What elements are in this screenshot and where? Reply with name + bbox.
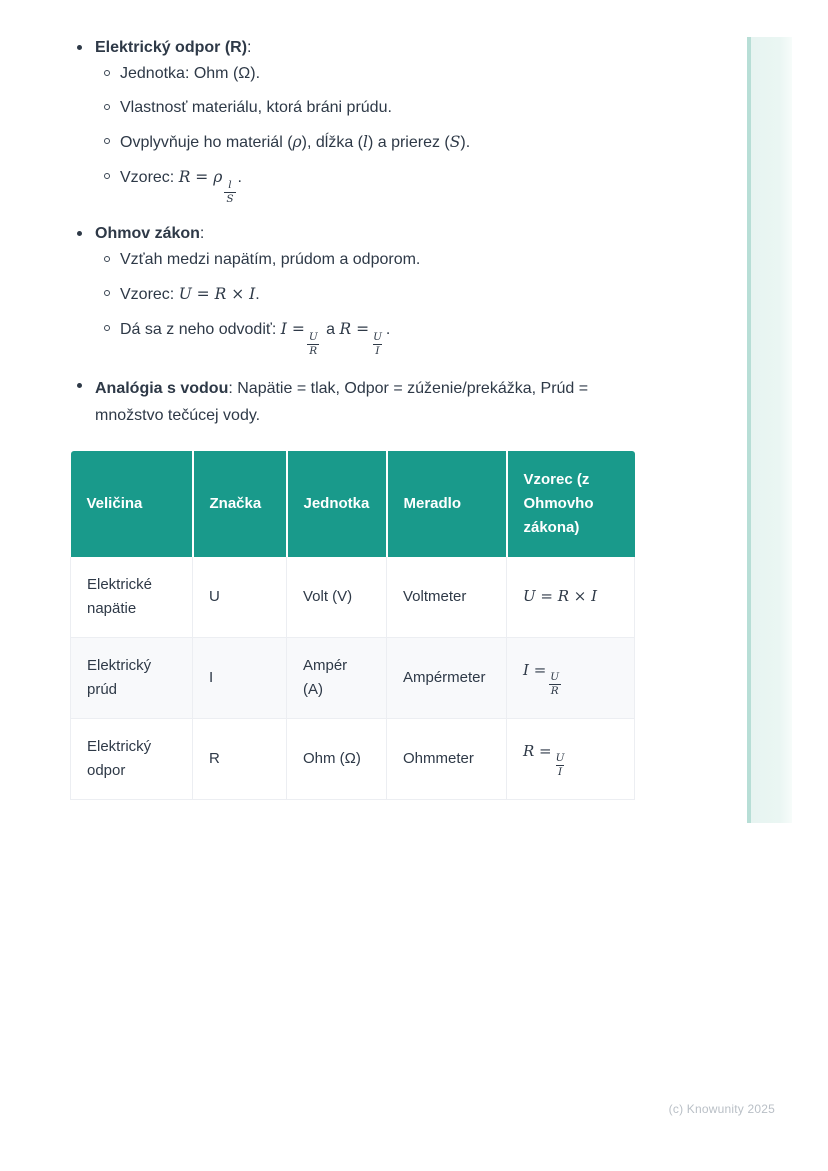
cell-formula <box>507 637 635 718</box>
fraction: $\frac{U}{I}$ <box>373 330 382 357</box>
header-meradlo: Meradlo <box>387 451 507 557</box>
fraction: $\frac{l}{S}$ <box>226 178 234 205</box>
sub-item-text: ) a prierez ( <box>367 134 450 151</box>
header-velicina: Veličina <box>71 451 193 557</box>
sub-item-text: ), dĺžka ( <box>301 134 363 151</box>
table-row-napatie <box>71 557 635 638</box>
cell-meter: Ohmmeter <box>387 718 507 799</box>
term-title: Elektrický odpor (R) <box>95 39 248 56</box>
paragraph-text: Napätie = tlak, Odpor = zúženie/prekážka, Prúd = množstvo tečúcej vody. <box>95 379 589 424</box>
sub-item-text: ). <box>460 134 471 151</box>
table-row-odpor <box>71 718 635 799</box>
fraction: $\frac{U}{I}$ <box>555 752 565 779</box>
section-analogia-s-vodou <box>70 375 634 429</box>
sub-item-text: Vlastnosť materiálu, ktorá bráni prúdu. <box>120 99 392 116</box>
cell-quantity: Elektrický odpor <box>71 718 193 799</box>
header-jednotka: Jednotka <box>287 451 387 557</box>
sub-item <box>95 131 634 154</box>
section-ohmov-zakon <box>70 223 634 357</box>
sub-list <box>95 63 634 205</box>
formula-math: U = R × I <box>178 284 256 303</box>
section-title-line <box>70 223 634 245</box>
quantities-table <box>70 451 635 800</box>
sub-item-formula <box>95 318 634 357</box>
formula-math: R = $\frac{U}{I}$ <box>339 319 382 357</box>
sub-item <box>95 97 634 119</box>
cell-meter: Voltmeter <box>387 557 507 638</box>
formula-math: I = $\frac{U}{R}$ <box>523 660 560 698</box>
term-title: Analógia s vodou <box>95 379 229 397</box>
sub-item-text: Ovplyvňuje ho materiál ( <box>120 134 293 151</box>
header-znacka: Značka <box>193 451 287 557</box>
cell-symbol: U <box>193 557 287 638</box>
cell-unit: Ampér (A) <box>287 637 387 718</box>
cell-unit: Volt (V) <box>287 557 387 638</box>
formula-math: U = R × I <box>523 587 598 606</box>
sub-item-text: Jednotka: Ohm (Ω). <box>120 65 261 82</box>
fraction: $\frac{U}{R}$ <box>550 671 560 698</box>
term-title: Ohmov zákon <box>95 224 200 242</box>
title-colon: : <box>228 379 238 397</box>
formula-mid: a <box>321 320 340 338</box>
sub-item <box>95 63 634 85</box>
title-colon: : <box>247 39 252 56</box>
table-row-prud <box>71 637 635 718</box>
cell-meter: Ampérmeter <box>387 637 507 718</box>
cell-quantity: Elektrický prúd <box>71 637 193 718</box>
title-colon: : <box>199 224 205 242</box>
section-title-line <box>70 37 634 59</box>
formula-label: Vzorec: <box>120 169 179 186</box>
math-symbol: S <box>449 133 461 151</box>
formula-label: Vzorec: <box>120 285 179 303</box>
formula-label: Dá sa z neho odvodiť: <box>120 320 281 338</box>
formula-math: I = $\frac{U}{R}$ <box>280 319 318 357</box>
sub-item-text: Vzťah medzi napätím, prúdom a odporom. <box>120 250 421 268</box>
cell-formula <box>507 718 635 799</box>
fraction: $\frac{U}{R}$ <box>308 330 318 357</box>
formula-math: R = ρ $\frac{l}{S}$ <box>178 168 234 205</box>
section-paragraph <box>70 375 634 429</box>
header-vzorec: Vzorec (z Ohmovho zákona) <box>507 451 635 557</box>
cell-unit: Ohm (Ω) <box>287 718 387 799</box>
formula-end: . <box>237 169 242 186</box>
sub-item-formula <box>95 283 634 306</box>
cell-quantity: Elektrické napätie <box>71 557 193 638</box>
sub-item-formula <box>95 166 634 205</box>
sub-item <box>95 249 634 271</box>
right-accent-strip <box>747 37 792 823</box>
sub-list <box>95 249 634 357</box>
cell-symbol: R <box>193 718 287 799</box>
notes-list <box>70 37 634 429</box>
math-symbol: ρ <box>292 133 302 151</box>
formula-end: . <box>385 320 391 338</box>
cell-symbol: I <box>193 637 287 718</box>
document-content <box>70 37 634 800</box>
formula-math: R = $\frac{U}{I}$ <box>523 741 565 779</box>
math-symbol: l <box>362 133 368 151</box>
cell-formula <box>507 557 635 638</box>
footer-copyright: (c) Knowunity 2025 <box>668 1102 775 1116</box>
section-elektricky-odpor <box>70 37 634 205</box>
formula-end: . <box>255 285 260 303</box>
table-header-row <box>71 451 635 557</box>
